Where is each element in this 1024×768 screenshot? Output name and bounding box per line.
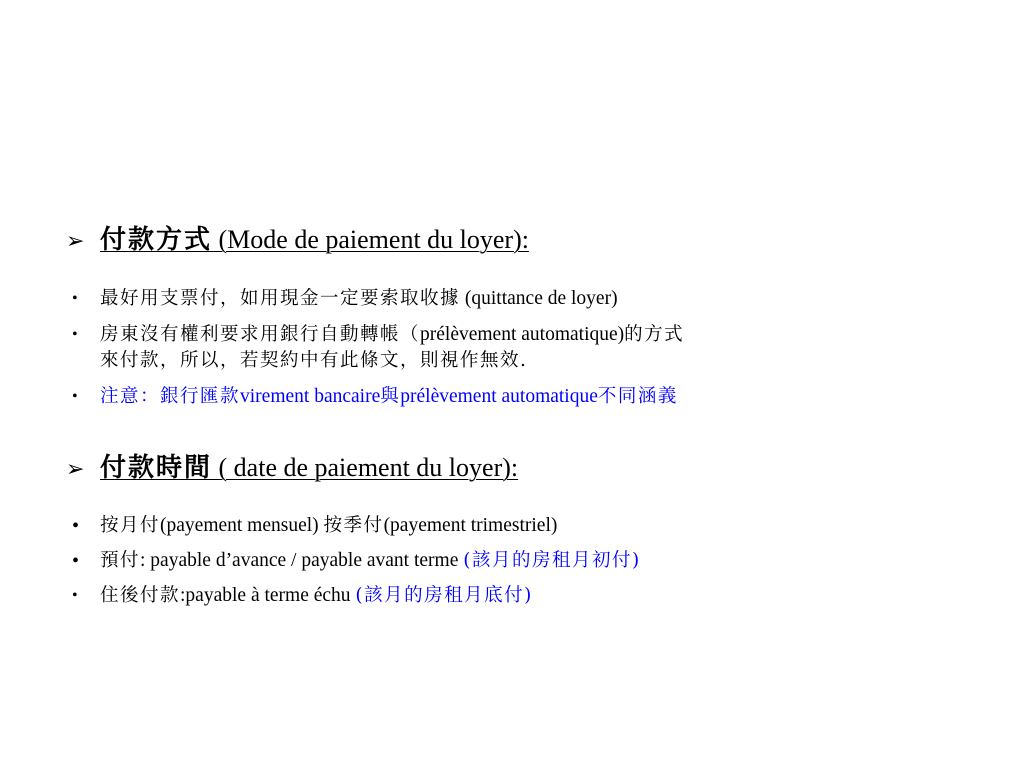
bullet-fr: virement bancaire	[240, 386, 381, 407]
bullet-dot-icon: •	[72, 515, 80, 537]
bullet-item-cheque	[72, 286, 618, 312]
heading-zh: 付款時間	[100, 453, 213, 483]
heading-payment-date-text	[100, 452, 518, 484]
arrow-bullet-icon: ➢	[66, 228, 85, 253]
bullet-dot-icon: •	[72, 326, 78, 343]
bullet-item-advance	[72, 548, 641, 574]
bullet-zh: 不同涵義	[597, 386, 678, 407]
bullet-zh: 的方式	[624, 324, 685, 345]
bullet-zh-note: (該月的房租月初付)	[463, 550, 641, 571]
bullet-zh-note: (該月的房租月底付)	[355, 585, 533, 606]
bullet-zh: 預付	[100, 550, 141, 571]
bullet-dot-icon: •	[72, 550, 80, 572]
bullet-text	[100, 548, 641, 574]
bullet-zh: 與	[380, 386, 401, 407]
bullet-item-note	[72, 384, 678, 410]
bullet-zh: 按月付	[100, 515, 161, 536]
bullet-fr: :payable à terme échu	[180, 585, 356, 606]
bullet-text	[100, 384, 678, 410]
bullet-fr: (payement mensuel)	[160, 515, 324, 536]
bullet-fr: prélèvement automatique	[400, 386, 598, 407]
heading-zh: 付款方式	[100, 225, 213, 255]
bullet-zh: 住後付款	[100, 585, 181, 606]
bullet-item-monthly-quarterly	[72, 513, 557, 539]
heading-payment-method-text	[100, 224, 529, 256]
bullet-fr: : payable d’avance / payable avant terme	[140, 550, 464, 571]
heading-fr: ( date de paiement du loyer):	[212, 453, 519, 482]
bullet-zh: 最好用支票付，如用現金一定要索取收據	[100, 288, 461, 309]
bullet-text	[100, 322, 684, 374]
bullet-item-arrears	[72, 583, 533, 609]
bullet-zh: 按季付	[323, 515, 384, 536]
bullet-fr: (quittance de loyer)	[460, 288, 618, 309]
bullet-text	[100, 513, 557, 539]
bullet-fr: (payement trimestriel)	[383, 515, 558, 536]
heading-fr: (Mode de paiement du loyer):	[212, 225, 529, 254]
bullet-zh-line2: 來付款，所以，若契約中有此條文，則視作無效.	[100, 350, 528, 371]
bullet-fr: prélèvement automatique)	[420, 324, 625, 345]
bullet-dot-icon: •	[72, 587, 78, 604]
heading-payment-date	[66, 452, 518, 485]
arrow-bullet-icon: ➢	[66, 456, 85, 481]
bullet-text	[100, 286, 618, 312]
bullet-dot-icon: •	[72, 388, 78, 405]
bullet-zh: 房東沒有權利要求用銀行自動轉帳（	[100, 324, 421, 345]
bullet-text	[100, 583, 533, 609]
bullet-item-auto-debit	[72, 322, 684, 374]
bullet-zh: 注意：銀行匯款	[100, 386, 241, 407]
bullet-dot-icon: •	[72, 290, 78, 307]
heading-payment-method	[66, 224, 529, 257]
